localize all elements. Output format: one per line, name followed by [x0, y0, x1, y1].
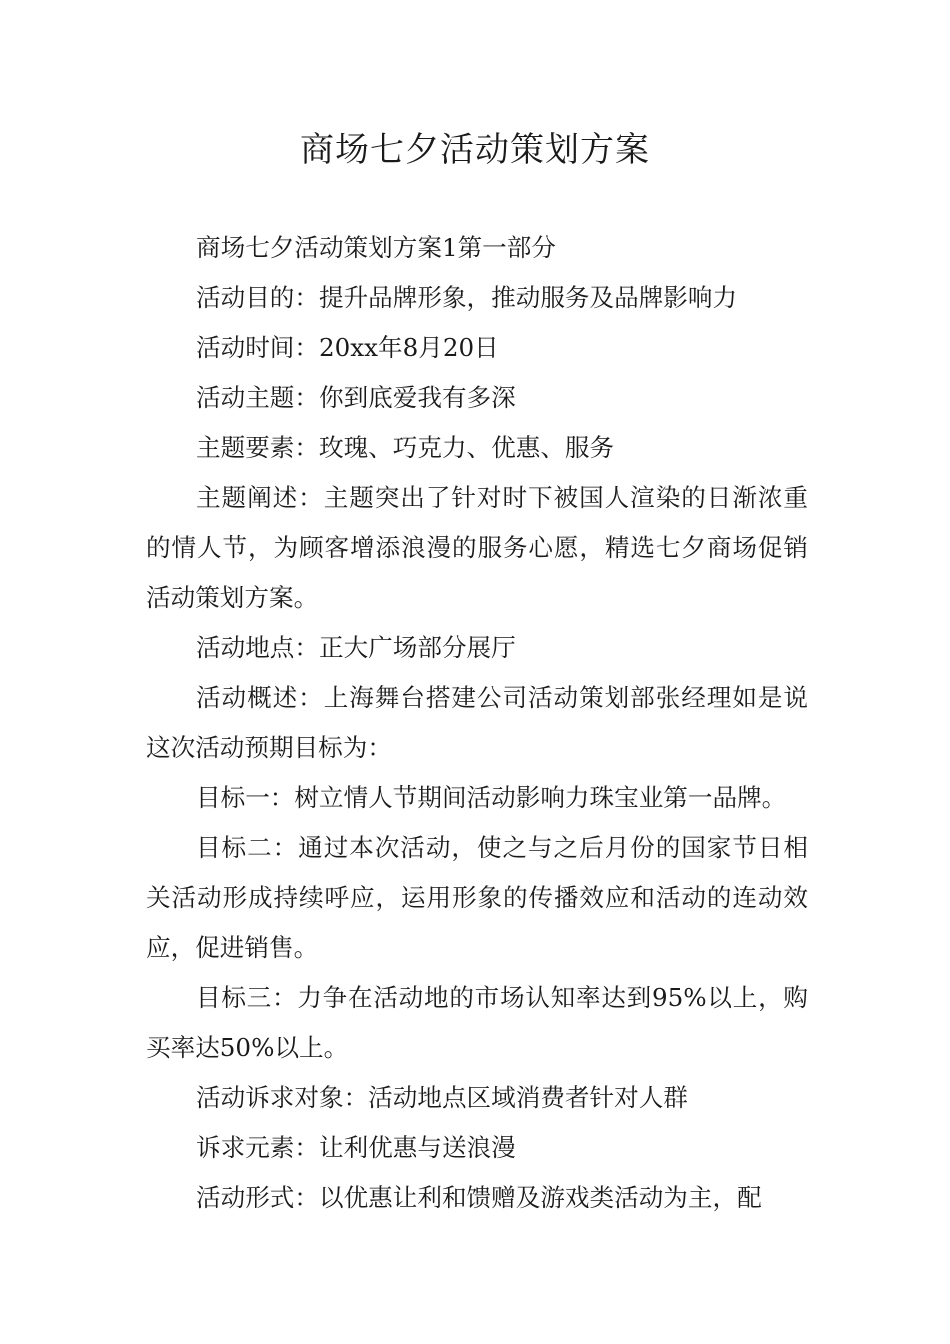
paragraph-goal-two: 目标二：通过本次活动，使之与之后月份的国家节日相关活动形成持续呼应，运用形象的传播效应和活动的连动效应，促进销售。 — [146, 833, 808, 962]
paragraph-activity-form: 活动形式：以优惠让利和馈赠及游戏类活动为主，配 — [196, 1183, 762, 1212]
paragraph-appeal-elements: 诉求元素：让利优惠与送浪漫 — [196, 1133, 516, 1162]
document-title: 商场七夕活动策划方案 — [300, 130, 650, 170]
paragraph-time: 活动时间：20xx年8月20日 — [196, 333, 499, 362]
paragraph-theme: 活动主题：你到底爱我有多深 — [196, 383, 516, 412]
paragraph-goal-three: 目标三：力争在活动地的市场认知率达到95%以上，购买率达50%以上。 — [146, 983, 808, 1062]
paragraph-section-heading: 商场七夕活动策划方案1第一部分 — [196, 233, 556, 262]
paragraph-location: 活动地点：正大广场部分展厅 — [196, 633, 516, 662]
paragraph-overview: 活动概述：上海舞台搭建公司活动策划部张经理如是说这次活动预期目标为： — [146, 683, 808, 762]
paragraph-theme-elements: 主题要素：玫瑰、巧克力、优惠、服务 — [196, 433, 615, 462]
paragraph-goal-one: 目标一：树立情人节期间活动影响力珠宝业第一品牌。 — [196, 783, 787, 812]
paragraph-purpose: 活动目的：提升品牌形象，推动服务及品牌影响力 — [196, 283, 738, 312]
document-body — [146, 223, 808, 1223]
paragraph-theme-description: 主题阐述：主题突出了针对时下被国人渲染的日渐浓重的情人节，为顾客增添浪漫的服务心愿，精选七夕商场促销活动策划方案。 — [146, 483, 808, 612]
paragraph-target-audience: 活动诉求对象：活动地点区域消费者针对人群 — [196, 1083, 688, 1112]
